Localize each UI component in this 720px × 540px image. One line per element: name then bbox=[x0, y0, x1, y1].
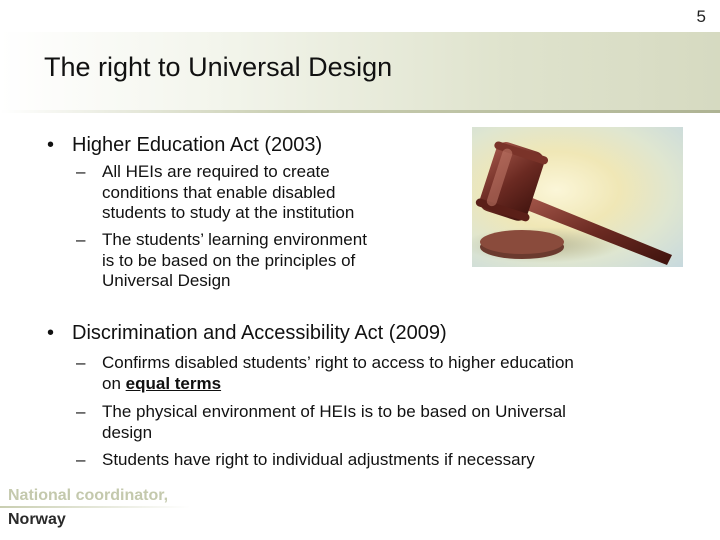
bullet-heading-2 bbox=[47, 322, 447, 345]
sub-bullet bbox=[76, 450, 535, 471]
sub-bullet-line: Students have right to individual adjustments if necessary bbox=[102, 450, 535, 469]
sub-bullet-line: conditions that enable disabled bbox=[102, 182, 336, 202]
dash-glyph: – bbox=[76, 230, 86, 249]
footer-line-2: Norway bbox=[8, 511, 66, 528]
sub-bullet bbox=[76, 402, 566, 443]
bullet-glyph: • bbox=[47, 322, 55, 344]
dash-glyph: – bbox=[76, 450, 86, 469]
sub-bullet-line: design bbox=[102, 422, 153, 442]
dash-glyph: – bbox=[76, 353, 86, 372]
bullet-heading-1 bbox=[47, 134, 323, 157]
sub-bullet-line bbox=[102, 374, 574, 395]
page-title: The right to Universal Design bbox=[44, 52, 393, 82]
bullet-text: Discrimination and Accessibility Act (2009) bbox=[72, 322, 447, 344]
sub-bullet-line: The students’ learning environment bbox=[102, 230, 367, 249]
sub-bullet bbox=[76, 353, 574, 394]
page-number: 5 bbox=[696, 7, 706, 26]
bullet-glyph: • bbox=[47, 134, 55, 156]
sub-bullet-line: Confirms disabled students’ right to access to higher education bbox=[102, 353, 574, 372]
emphasis-text: equal terms bbox=[125, 373, 222, 393]
sub-bullet bbox=[76, 230, 367, 292]
sub-bullet bbox=[76, 162, 355, 224]
footer-line-1: National coordinator, bbox=[8, 487, 169, 504]
gavel-photo bbox=[472, 127, 683, 267]
sub-bullet-line: The physical environment of HEIs is to be based on Universal bbox=[102, 402, 566, 421]
sub-bullet-line: Universal Design bbox=[102, 271, 231, 290]
sub-bullet-line: is to be based on the principles of bbox=[102, 250, 356, 270]
dash-glyph: – bbox=[76, 162, 86, 181]
continuation-prefix: on bbox=[102, 373, 126, 393]
footer-divider bbox=[0, 506, 190, 508]
gavel-icon bbox=[472, 127, 683, 267]
title-divider bbox=[0, 110, 720, 113]
bullet-text: Higher Education Act (2003) bbox=[72, 134, 323, 156]
dash-glyph: – bbox=[76, 402, 86, 421]
sub-bullet-line: students to study at the institution bbox=[102, 203, 355, 222]
sub-bullet-line: All HEIs are required to create bbox=[102, 162, 330, 181]
